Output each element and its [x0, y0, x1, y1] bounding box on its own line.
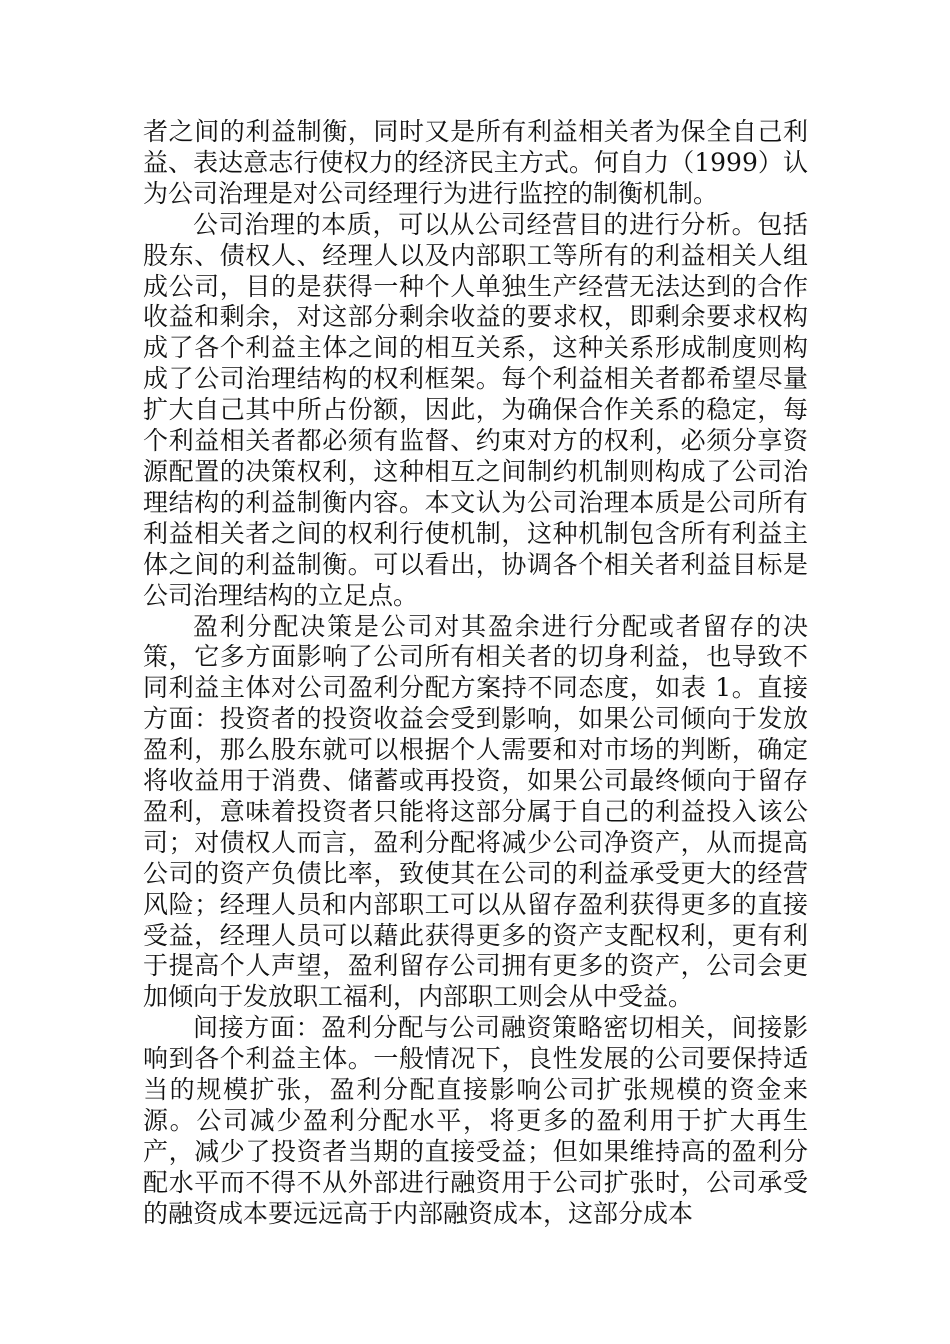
body-text [143, 117, 808, 1230]
paragraph-governance-essence: 公司治理的本质，可以从公司经营目的进行分析。包括股东、债权人、经理人以及内部职工等所有的利益相关人组成公司，目的是获得一种个人单独生产经营无法达到的合作收益和剩余，对这部分剩余收益的要求权，即剩余要求权构成了各个利益主体之间的相互关系，这种关系形成制度则构成了公司治理结构的权利框架。每个利益相关者都希望尽量扩大自己其中所占份额，因此，为确保合作关系的稳定，每个利益相关者都必须有监督、约束对方的权利，必须分享资源配置的决策权利，这种相互之间制约机制则构成了公司治理结构的利益制衡内容。本文认为公司治理本质是公司所有利益相关者之间的权利行使机制，这种机制包含所有利益主体之间的利益制衡。可以看出，协调各个相关者利益目标是公司治理结构的立足点。 [143, 209, 808, 610]
paragraph-profit-distribution: 盈利分配决策是公司对其盈余进行分配或者留存的决策，它多方面影响了公司所有相关者的切身利益，也导致不同利益主体对公司盈利分配方案持不同态度，如表 1。直接方面：投资者的投资收益会受到影响，如果公司倾向于发放盈利，那么股东就可以根据个人需要和对市场的判断，确定将收益用于消费、储蓄或再投资，如果公司最终倾向于留存盈利，意味着投资者只能将这部分属于自己的利益投入该公司；对债权人而言，盈利分配将减少公司净资产，从而提高公司的资产负债比率，致使其在公司的利益承受更大的经营风险；经理人员和内部职工可以从留存盈利获得更多的直接受益，经理人员可以藉此获得更多的资产支配权利，更有利于提高个人声望，盈利留存公司拥有更多的资产，公司会更加倾向于发放职工福利，内部职工则会从中受益。 [143, 611, 808, 1012]
paragraph-indirect-effects: 间接方面：盈利分配与公司融资策略密切相关，间接影响到各个利益主体。一般情况下，良性发展的公司要保持适当的规模扩张，盈利分配直接影响公司扩张规模的资金来源。公司减少盈利分配水平，将更多的盈利用于扩大再生产，减少了投资者当期的直接受益；但如果维持高的盈利分配水平而不得不从外部进行融资用于公司扩张时，公司承受的融资成本要远远高于内部融资成本，这部分成本 [143, 1013, 808, 1228]
paragraph-continuation: 者之间的利益制衡，同时又是所有利益相关者为保全自己利益、表达意志行使权力的经济民主方式。何自力（1999）认为公司治理是对公司经理行为进行监控的制衡机制。 [143, 117, 808, 208]
